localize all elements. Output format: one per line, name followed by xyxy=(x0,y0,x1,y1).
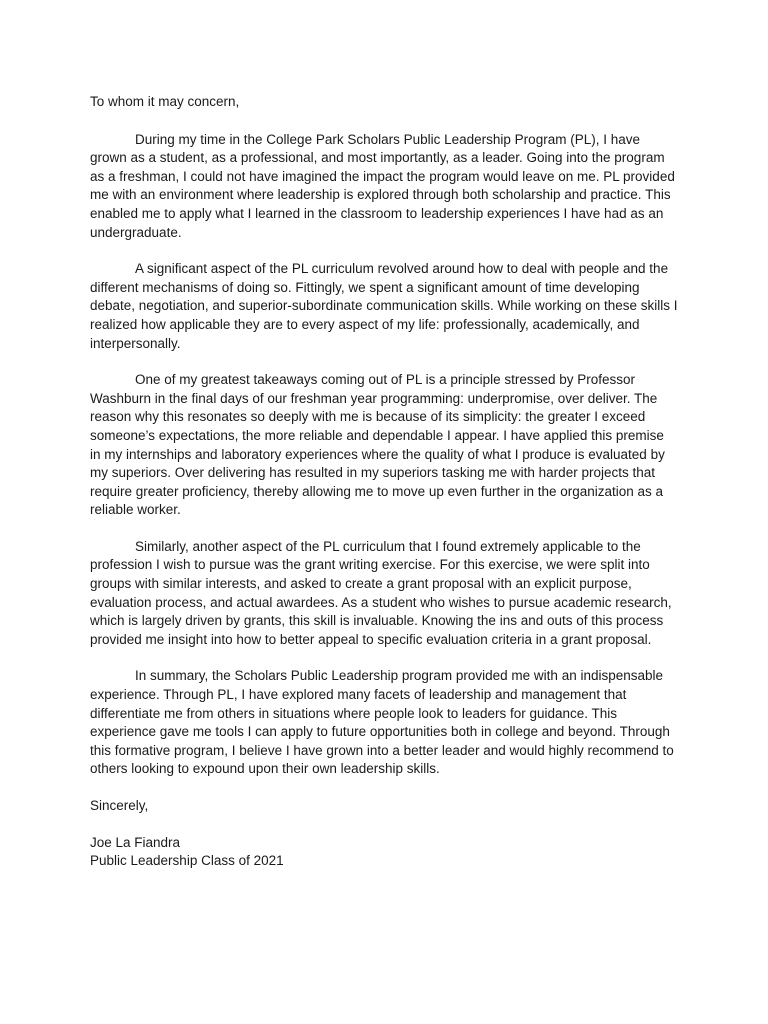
paragraph-people-skills: A significant aspect of the PL curriculum revolved around how to deal with people and the different mechanisms of doing so. Fittingly, we spent a significant amount of time developing debate, negotiation, and superior-subordinate communication skills. While working on these skills I realized how applicable they are to every aspect of my life: professionally, academically, and interpersonally. xyxy=(90,261,678,351)
paragraph-grant-writing: Similarly, another aspect of the PL curriculum that I found extremely applicable to the profession I wish to pursue was the grant writing exercise. For this exercise, we were split into groups with similar interests, and asked to create a grant proposal with an explicit purpose, evaluation process, and actual awardees. As a student who wishes to pursue academic research, which is largely driven by grants, this skill is invaluable. Knowing the ins and outs of this process provided me insight into how to better appeal to specific evaluation criteria in a grant proposal. xyxy=(90,538,672,647)
signature-title: Public Leadership Class of 2021 xyxy=(90,853,284,869)
closing: Sincerely, xyxy=(90,798,149,813)
paragraph-program-overview: During my time in the College Park Scholars Public Leadership Program (PL), I have grown as a student, as a professional, and most importantly, as a leader. Going into the program as a freshman, I could not have imagined the impact the program would leave on me. PL provided me with an environment where leadership is explored through both scholarship and practice. This enabled me to apply what I learned in the classroom to leadership experiences I have had as an undergraduate. xyxy=(90,131,675,240)
letter-body xyxy=(90,93,678,871)
salutation: To whom it may concern, xyxy=(90,94,240,109)
paragraph-summary: In summary, the Scholars Public Leadership program provided me with an indispensable experience. Through PL, I have explored many facets of leadership and management that differentiate me from others in situations where people look to leaders for guidance. This experience gave me tools I can apply to future opportunities both in college and beyond. Through this formative program, I believe I have grown into a better leader and would highly recommend to others looking to expound upon their own leadership skills. xyxy=(90,668,674,777)
paragraph-key-takeaway: One of my greatest takeaways coming out of PL is a principle stressed by Professor Washburn in the final days of our freshman year programming: underpromise, over deliver. The reason why this resonates so deeply with me is because of its simplicity: the greater I exceed someone’s expectations, the more reliable and dependable I appear. I have applied this premise in my internships and laboratory experiences where the quality of what I produce is evaluated by my superiors. Over delivering has resulted in my superiors tasking me with harder projects that require greater proficiency, thereby allowing me to move up even further in the organization as a reliable worker. xyxy=(90,372,665,518)
signature-name: Joe La Fiandra xyxy=(90,834,181,850)
